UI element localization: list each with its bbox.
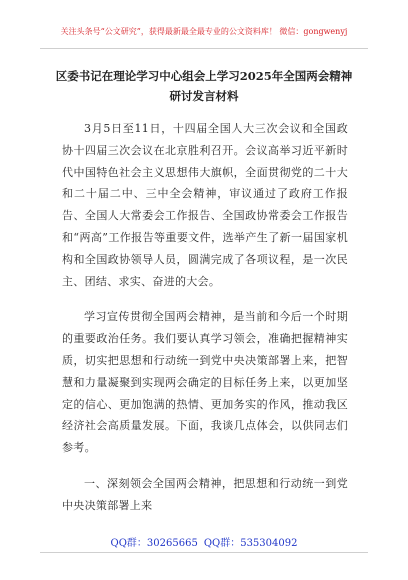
section-heading-1: 一、深刻领会全国两会精神，把思想和行动统一到党中央决策部署上来 bbox=[62, 476, 348, 512]
paragraph-2: 学习宣传贯彻全国两会精神，是当前和今后一个时期的重要政治任务。我们要认真学习领会，准确把握精神实质，切实把思想和行动统一到党中央决策部署上来，把智慧和力量凝聚到实现两会确定的目标任务上来，以更加坚定的信心、更加饱满的热情、更加务实的作风，推动我区经济社会高质量发展。下面，我谈几点体会，以供同志们参考。 bbox=[62, 310, 348, 455]
footer-qq-group-1[interactable]: QQ群：30265665 bbox=[110, 538, 198, 549]
header-divider bbox=[40, 48, 368, 49]
title-line-1: 区委书记在理论学习中心组会上学习2025年全国两会精神 bbox=[55, 69, 353, 83]
header-banner-text: 关注头条号“公文研究”，获得最新最全最专业的公文资料库！ 微信：gongwenyj bbox=[60, 27, 348, 36]
title-line-2: 研讨发言材料 bbox=[169, 89, 239, 103]
document-body bbox=[62, 118, 348, 517]
footer-qq-group-2[interactable]: QQ群：535304092 bbox=[203, 538, 298, 549]
document-title bbox=[40, 66, 368, 106]
footer-divider bbox=[40, 552, 368, 553]
footer-contacts bbox=[40, 538, 368, 550]
header-banner[interactable] bbox=[40, 27, 368, 37]
paragraph-1: 3月5日至11日，十四届全国人大三次会议和全国政协十四届三次会议在北京胜利召开。会议高举习近平新时代中国特色社会主义思想伟大旗帜，全面贯彻党的二十大和二十届二中、三中全会精神，审议通过了政府工作报告、全国人大常委会工作报告、全国政协常委会工作报告和“两高”工作报告等重要文件，选举产生了新一届国家机构和全国政协领导人员，圆满完成了各项议程，是一次民主、团结、求实、奋进的大会。 bbox=[62, 122, 348, 288]
